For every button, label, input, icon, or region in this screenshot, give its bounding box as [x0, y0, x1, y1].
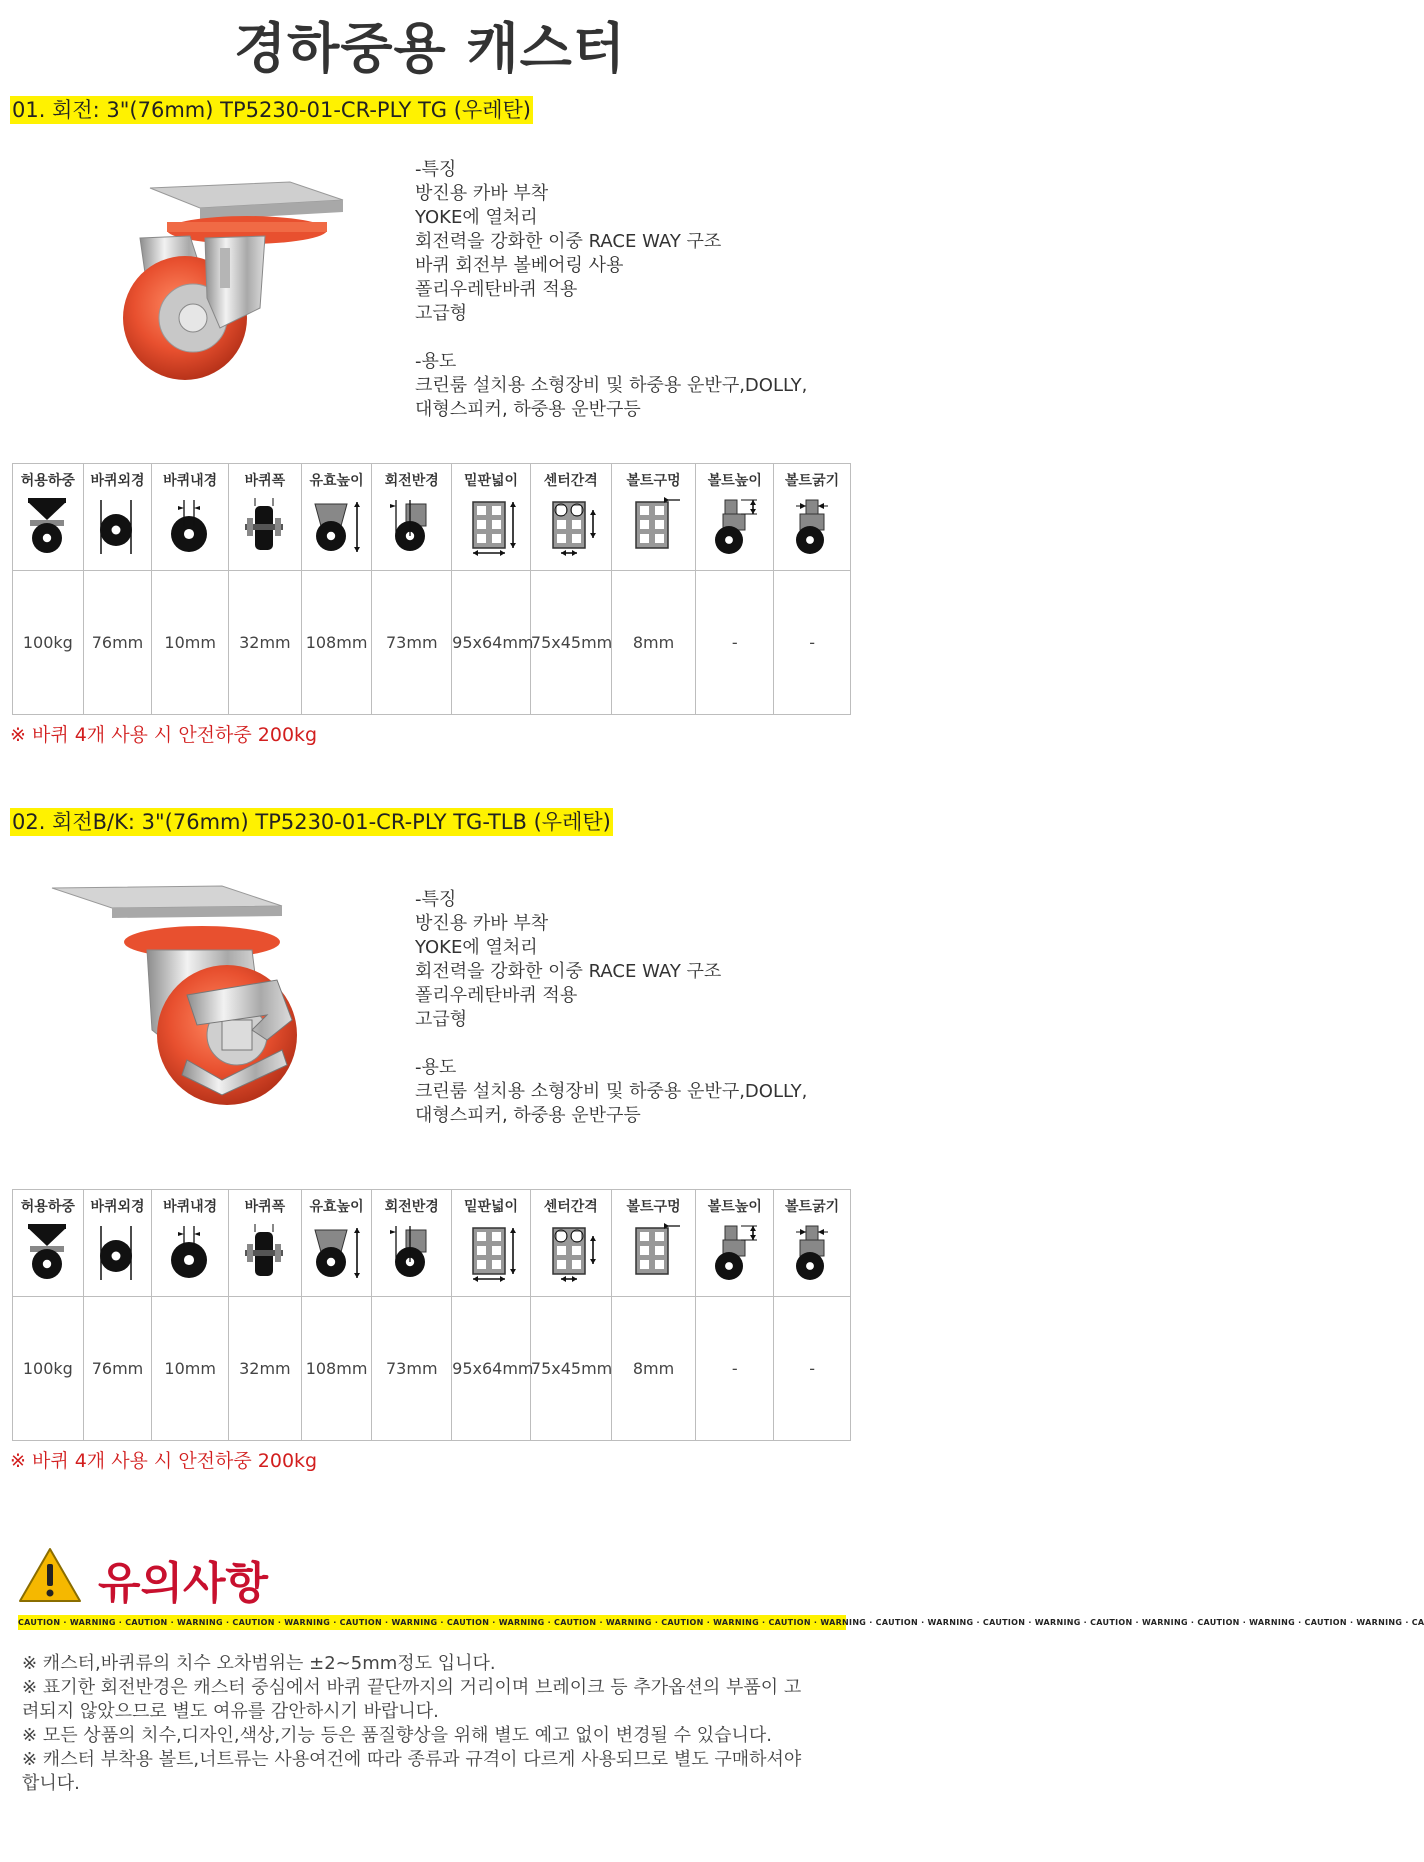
spec-header-label: 바퀴내경 — [163, 473, 218, 489]
feature-line: YOKE에 열처리 — [415, 207, 538, 228]
spec-value-outer-diameter: 76mm — [83, 571, 152, 715]
swivel-radius-icon — [372, 1222, 451, 1286]
feature-line: 회전력을 강화한 이중 RACE WAY 구조 — [415, 961, 722, 982]
spec-header-label: 바퀴외경 — [90, 1199, 145, 1215]
spec-header-cell — [301, 464, 372, 571]
spec-value-load: 100kg — [13, 1297, 84, 1441]
wheel-inner-diameter-icon — [152, 496, 228, 560]
notice-list — [22, 1652, 842, 1796]
feature-line: 고급형 — [415, 1009, 468, 1030]
spec-header-label: 바퀴외경 — [90, 473, 145, 489]
plate-size-icon — [452, 1222, 530, 1286]
warning-title: 유의사항 — [98, 1558, 269, 1609]
notice-line: ※ 캐스터 부착용 볼트,너트류는 사용여건에 따라 종류과 규격이 다르게 사용되므로 별도 구매하셔야 — [22, 1749, 802, 1770]
effective-height-icon — [302, 496, 372, 560]
spec-header-cell — [530, 464, 611, 571]
spec-value-outer-diameter: 76mm — [83, 1297, 152, 1441]
spec-value-bolt-thickness: - — [774, 1297, 851, 1441]
spec-header-cell — [83, 464, 152, 571]
spec-header-cell — [229, 1190, 302, 1297]
spec-header-label: 바퀴폭 — [244, 1199, 286, 1215]
feature-line: 바퀴 회전부 볼베어링 사용 — [415, 255, 624, 276]
spec-value-load: 100kg — [13, 571, 84, 715]
center-distance-icon — [531, 1222, 611, 1286]
spec-value-plate-size: 95x64mm — [452, 571, 531, 715]
spec-value-plate-size: 95x64mm — [452, 1297, 531, 1441]
feature-line: 대형스피커, 하중용 운반구등 — [415, 399, 641, 420]
spec-value-effective-height: 108mm — [301, 1297, 372, 1441]
spec-header-label: 볼트굵기 — [785, 473, 840, 489]
product-2-load-note: ※ 바퀴 4개 사용 시 안전하중 200kg — [10, 1450, 318, 1472]
spec-header-label: 밑판넓이 — [463, 1199, 519, 1215]
bolt-height-icon — [696, 496, 773, 560]
spec-header-cell — [774, 464, 851, 571]
spec-header-label: 밑판넓이 — [463, 473, 519, 489]
page-title: 경하중용 캐스터 — [234, 17, 626, 80]
spec-header-label: 바퀴폭 — [244, 473, 286, 489]
product-2-heading: 02. 회전B/K: 3"(76mm) TP5230-01-CR-PLY TG-TLB (우레탄) — [12, 810, 611, 834]
feature-line: 크린룸 설치용 소형장비 및 하중용 운반구,DOLLY, — [415, 375, 808, 396]
notice-line: ※ 모든 상품의 치수,디자인,색상,기능 등은 품질향상을 위해 별도 예고 없이 변경될 수 있습니다. — [22, 1725, 772, 1746]
bolt-hole-icon — [612, 496, 696, 560]
wheel-width-icon — [229, 1222, 301, 1286]
spec-header-label: 볼트구멍 — [626, 473, 681, 489]
spec-value-effective-height: 108mm — [301, 571, 372, 715]
spec-header-label: 센터간격 — [543, 473, 598, 489]
feature-line: 크린룸 설치용 소형장비 및 하중용 운반구,DOLLY, — [415, 1081, 808, 1102]
feature-line: -용도 — [415, 351, 457, 372]
effective-height-icon — [302, 1222, 372, 1286]
spec-header-cell — [13, 464, 84, 571]
bolt-hole-icon — [612, 1222, 696, 1286]
notice-line: ※ 캐스터,바퀴류의 치수 오차범위는 ±2~5mm정도 입니다. — [22, 1653, 496, 1674]
spec-value-inner-diameter: 10mm — [152, 1297, 229, 1441]
feature-line: 방진용 카바 부착 — [415, 183, 549, 204]
caster-photo-swivel-brake — [52, 880, 312, 1115]
spec-value-bolt-height: - — [696, 1297, 774, 1441]
spec-value-bolt-hole: 8mm — [611, 571, 696, 715]
product-1-features — [415, 158, 855, 422]
spec-header-cell — [152, 464, 229, 571]
product-2-spec-table — [12, 1189, 851, 1441]
wheel-inner-diameter-icon — [152, 1222, 228, 1286]
spec-header-label: 유효높이 — [309, 1199, 364, 1215]
spec-header-label: 유효높이 — [309, 473, 364, 489]
product-1-load-note: ※ 바퀴 4개 사용 시 안전하중 200kg — [10, 724, 318, 746]
notice-line: ※ 표기한 회전반경은 캐스터 중심에서 바퀴 끝단까지의 거리이며 브레이크 등 추가옵션의 부품이 고 — [22, 1677, 802, 1698]
load-icon — [13, 1222, 83, 1286]
spec-header-label: 회전반경 — [384, 473, 439, 489]
spec-header-label: 센터간격 — [543, 1199, 598, 1215]
feature-line: YOKE에 열처리 — [415, 937, 538, 958]
spec-header-label: 허용하중 — [20, 473, 75, 489]
product-2-features — [415, 888, 855, 1128]
feature-spacer — [415, 1032, 855, 1056]
notice-line: 려되지 않았으므로 별도 여유를 감안하시기 바랍니다. — [22, 1701, 439, 1722]
feature-line: 고급형 — [415, 303, 468, 324]
spec-header-cell — [696, 464, 774, 571]
feature-line: 폴리우레탄바퀴 적용 — [415, 279, 578, 300]
swivel-radius-icon — [372, 496, 451, 560]
spec-header-cell — [774, 1190, 851, 1297]
spec-header-cell — [152, 1190, 229, 1297]
wheel-outer-diameter-icon — [84, 1222, 152, 1286]
spec-header-label: 회전반경 — [384, 1199, 439, 1215]
product-1-spec-table — [12, 463, 851, 715]
spec-value-wheel-width: 32mm — [229, 571, 302, 715]
bolt-thickness-icon — [774, 496, 850, 560]
spec-header-label: 허용하중 — [20, 1199, 75, 1215]
caution-tape: CAUTION · WARNING · CAUTION · WARNING · CAUTION · WARNING · CAUTION · WARNING · CAUTION · WARNING · CAUTION · WARNING · CAUTION · WARNING · CAUTION · WARNING · CAUTION · WARNING · CAUTION · WARNING · CAUTION · WARNING · CAUTION · WARNING · CAUTION · WARNING · CA — [18, 1615, 846, 1630]
feature-line: 폴리우레탄바퀴 적용 — [415, 985, 578, 1006]
spec-value-bolt-height: - — [696, 571, 774, 715]
plate-size-icon — [452, 496, 530, 560]
spec-header-label: 볼트구멍 — [626, 1199, 681, 1215]
spec-header-cell — [372, 464, 452, 571]
spec-header-cell — [452, 464, 531, 571]
spec-header-cell — [530, 1190, 611, 1297]
warning-triangle-icon — [18, 1546, 82, 1604]
spec-header-label: 볼트높이 — [707, 473, 762, 489]
feature-line: 대형스피커, 하중용 운반구등 — [415, 1105, 641, 1126]
spec-value-swivel-radius: 73mm — [372, 1297, 452, 1441]
feature-spacer — [415, 326, 855, 350]
spec-header-cell — [611, 464, 696, 571]
spec-header-cell — [13, 1190, 84, 1297]
spec-header-cell — [301, 1190, 372, 1297]
product-1-heading: 01. 회전: 3"(76mm) TP5230-01-CR-PLY TG (우레탄) — [12, 98, 531, 122]
load-icon — [13, 496, 83, 560]
spec-header-cell — [229, 464, 302, 571]
bolt-thickness-icon — [774, 1222, 850, 1286]
feature-line: -용도 — [415, 1057, 457, 1078]
feature-line: -특징 — [415, 889, 457, 910]
caster-photo-swivel — [95, 178, 355, 403]
notice-line: 합니다. — [22, 1773, 80, 1794]
spec-value-swivel-radius: 73mm — [372, 571, 452, 715]
center-distance-icon — [531, 496, 611, 560]
spec-value-wheel-width: 32mm — [229, 1297, 302, 1441]
spec-value-bolt-thickness: - — [774, 571, 851, 715]
spec-header-label: 볼트높이 — [707, 1199, 762, 1215]
feature-line: -특징 — [415, 159, 457, 180]
spec-value-center-distance: 75x45mm — [530, 1297, 611, 1441]
spec-header-cell — [372, 1190, 452, 1297]
bolt-height-icon — [696, 1222, 773, 1286]
spec-header-label: 바퀴내경 — [163, 1199, 218, 1215]
wheel-outer-diameter-icon — [84, 496, 152, 560]
spec-value-center-distance: 75x45mm — [530, 571, 611, 715]
feature-line: 방진용 카바 부착 — [415, 913, 549, 934]
spec-header-cell — [452, 1190, 531, 1297]
spec-header-cell — [611, 1190, 696, 1297]
feature-line: 회전력을 강화한 이중 RACE WAY 구조 — [415, 231, 722, 252]
spec-header-cell — [696, 1190, 774, 1297]
spec-value-bolt-hole: 8mm — [611, 1297, 696, 1441]
spec-value-inner-diameter: 10mm — [152, 571, 229, 715]
wheel-width-icon — [229, 496, 301, 560]
spec-header-label: 볼트굵기 — [785, 1199, 840, 1215]
spec-header-cell — [83, 1190, 152, 1297]
